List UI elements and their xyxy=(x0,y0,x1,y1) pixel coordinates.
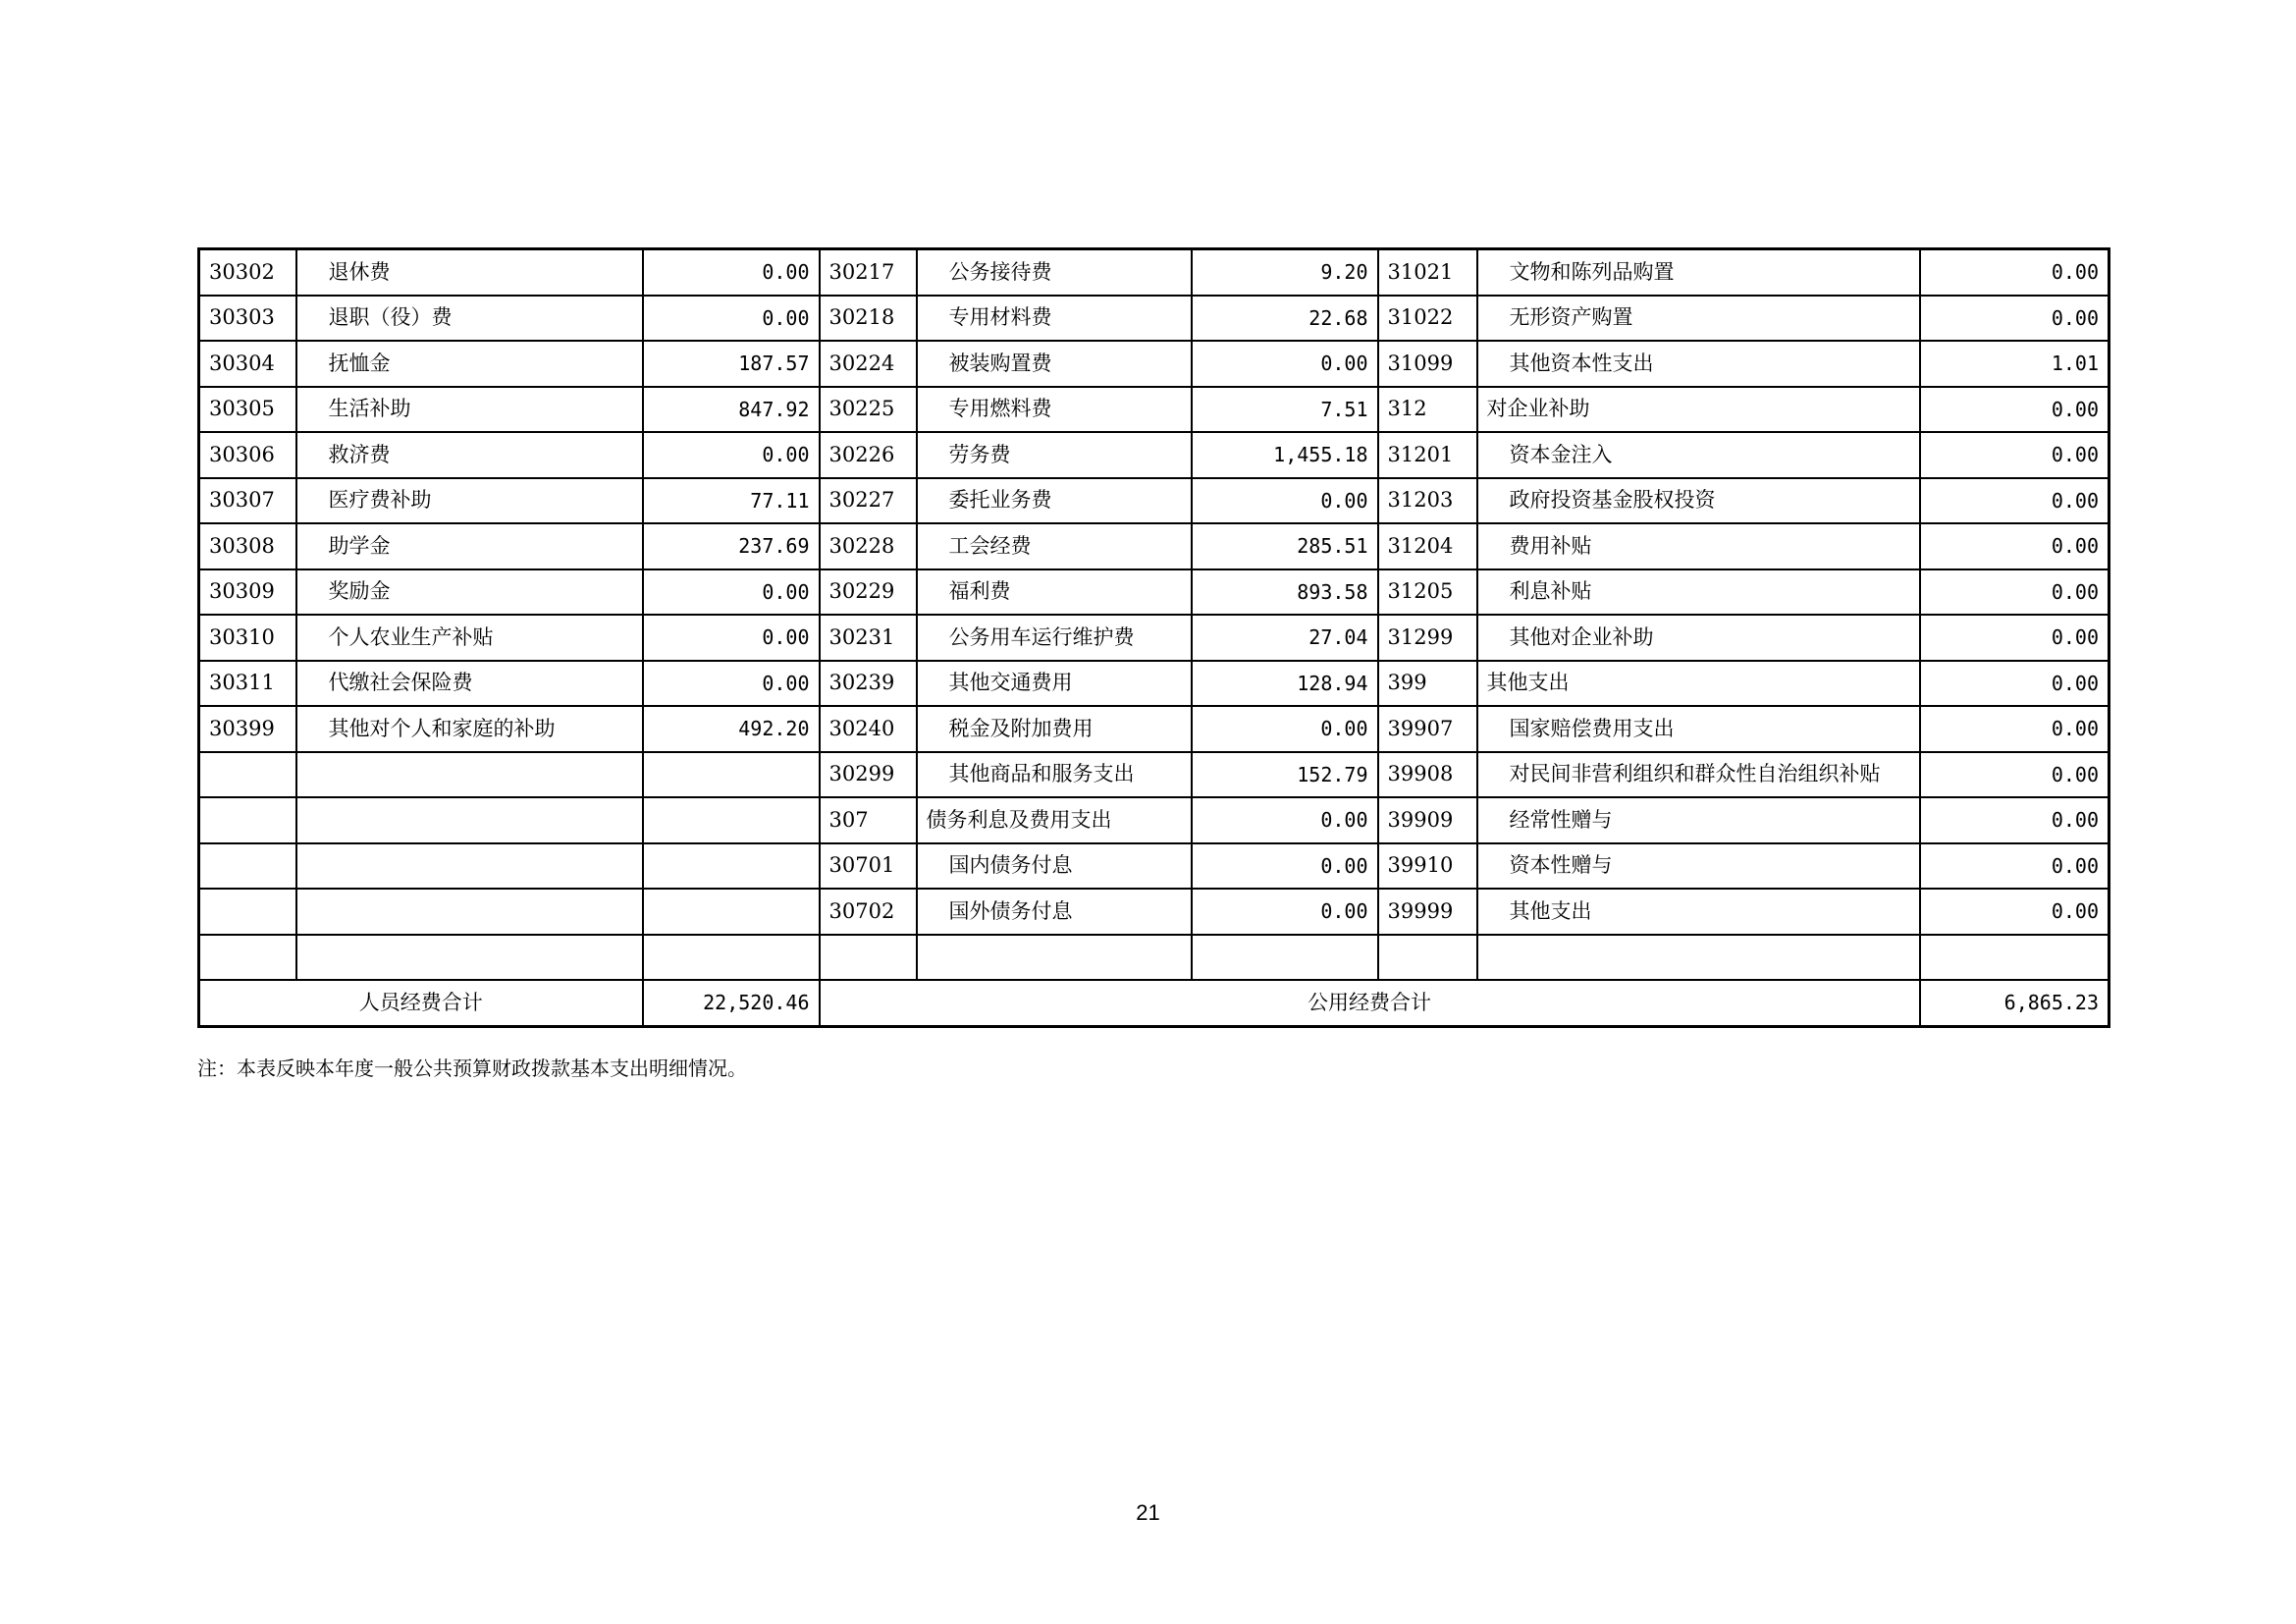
other-item: 对民间非营利组织和群众性自治组织补贴 xyxy=(1477,752,1920,798)
table-row xyxy=(199,752,2109,798)
other-item: 费用补贴 xyxy=(1477,523,1920,569)
personnel-amount: 0.00 xyxy=(643,615,820,661)
public-item: 税金及附加费用 xyxy=(917,706,1192,752)
public-code: 30217 xyxy=(820,249,917,296)
personnel-item: 奖励金 xyxy=(296,569,643,616)
public-amount: 128.94 xyxy=(1192,661,1378,707)
other-amount: 0.00 xyxy=(1920,478,2109,524)
public-code: 30701 xyxy=(820,843,917,890)
other-amount: 0.00 xyxy=(1920,843,2109,890)
public-amount xyxy=(1192,935,1378,981)
other-item: 其他资本性支出 xyxy=(1477,341,1920,387)
public-total-label: 公用经费合计 xyxy=(820,980,1920,1026)
public-amount: 893.58 xyxy=(1192,569,1378,616)
public-code: 30224 xyxy=(820,341,917,387)
personnel-item: 救济费 xyxy=(296,432,643,478)
table-row xyxy=(199,661,2109,707)
public-item: 其他交通费用 xyxy=(917,661,1192,707)
other-code: 39907 xyxy=(1378,706,1477,752)
personnel-item: 抚恤金 xyxy=(296,341,643,387)
public-amount: 152.79 xyxy=(1192,752,1378,798)
other-code: 39910 xyxy=(1378,843,1477,890)
other-amount: 0.00 xyxy=(1920,569,2109,616)
personnel-item xyxy=(296,843,643,890)
personnel-item xyxy=(296,889,643,935)
public-item: 公务接待费 xyxy=(917,249,1192,296)
public-item: 国内债务付息 xyxy=(917,843,1192,890)
table-row xyxy=(199,935,2109,981)
public-item: 国外债务付息 xyxy=(917,889,1192,935)
other-amount: 0.00 xyxy=(1920,752,2109,798)
other-code: 31299 xyxy=(1378,615,1477,661)
other-amount: 0.00 xyxy=(1920,432,2109,478)
personnel-amount: 0.00 xyxy=(643,661,820,707)
personnel-code xyxy=(199,889,296,935)
personnel-code: 30310 xyxy=(199,615,296,661)
personnel-amount xyxy=(643,889,820,935)
totals-row xyxy=(199,980,2109,1026)
personnel-amount xyxy=(643,752,820,798)
personnel-code xyxy=(199,843,296,890)
table-note: 注：本表反映本年度一般公共预算财政拨款基本支出明细情况。 xyxy=(197,1056,747,1080)
personnel-item xyxy=(296,752,643,798)
personnel-code xyxy=(199,935,296,981)
personnel-code xyxy=(199,797,296,843)
public-total-value: 6,865.23 xyxy=(1920,980,2109,1026)
other-amount: 0.00 xyxy=(1920,387,2109,433)
other-code: 39999 xyxy=(1378,889,1477,935)
other-amount: 0.00 xyxy=(1920,889,2109,935)
public-code: 30231 xyxy=(820,615,917,661)
other-amount: 0.00 xyxy=(1920,249,2109,296)
table-row xyxy=(199,387,2109,433)
public-code: 30229 xyxy=(820,569,917,616)
personnel-item: 其他对个人和家庭的补助 xyxy=(296,706,643,752)
personnel-total-label: 人员经费合计 xyxy=(199,980,643,1026)
personnel-code: 30303 xyxy=(199,296,296,342)
other-item: 其他对企业补助 xyxy=(1477,615,1920,661)
other-code: 39908 xyxy=(1378,752,1477,798)
personnel-amount: 77.11 xyxy=(643,478,820,524)
other-item: 政府投资基金股权投资 xyxy=(1477,478,1920,524)
public-amount: 0.00 xyxy=(1192,889,1378,935)
public-code: 30240 xyxy=(820,706,917,752)
table-row xyxy=(199,569,2109,616)
other-item: 其他支出 xyxy=(1477,661,1920,707)
personnel-item xyxy=(296,797,643,843)
table-row xyxy=(199,296,2109,342)
other-code: 31201 xyxy=(1378,432,1477,478)
other-code: 312 xyxy=(1378,387,1477,433)
public-amount: 0.00 xyxy=(1192,478,1378,524)
page-number: 21 xyxy=(1136,1500,1160,1525)
public-amount: 9.20 xyxy=(1192,249,1378,296)
table-row xyxy=(199,341,2109,387)
public-code xyxy=(820,935,917,981)
other-code: 31205 xyxy=(1378,569,1477,616)
public-item: 被装购置费 xyxy=(917,341,1192,387)
other-code: 399 xyxy=(1378,661,1477,707)
table-row xyxy=(199,706,2109,752)
other-code: 31022 xyxy=(1378,296,1477,342)
public-amount: 7.51 xyxy=(1192,387,1378,433)
personnel-code: 30305 xyxy=(199,387,296,433)
personnel-code: 30304 xyxy=(199,341,296,387)
other-amount: 0.00 xyxy=(1920,296,2109,342)
table-body xyxy=(199,249,2109,981)
personnel-code: 30399 xyxy=(199,706,296,752)
personnel-code: 30302 xyxy=(199,249,296,296)
public-amount: 0.00 xyxy=(1192,706,1378,752)
other-item: 资本性赠与 xyxy=(1477,843,1920,890)
personnel-amount: 187.57 xyxy=(643,341,820,387)
table-row xyxy=(199,615,2109,661)
other-code: 31203 xyxy=(1378,478,1477,524)
public-item xyxy=(917,935,1192,981)
public-item: 专用材料费 xyxy=(917,296,1192,342)
personnel-amount xyxy=(643,935,820,981)
personnel-item: 退职（役）费 xyxy=(296,296,643,342)
public-code: 30228 xyxy=(820,523,917,569)
other-item: 经常性赠与 xyxy=(1477,797,1920,843)
other-item: 利息补贴 xyxy=(1477,569,1920,616)
other-amount: 0.00 xyxy=(1920,797,2109,843)
personnel-item: 个人农业生产补贴 xyxy=(296,615,643,661)
expenditure-table xyxy=(197,247,2110,1028)
personnel-amount xyxy=(643,797,820,843)
public-item: 其他商品和服务支出 xyxy=(917,752,1192,798)
public-code: 30218 xyxy=(820,296,917,342)
other-item: 资本金注入 xyxy=(1477,432,1920,478)
public-amount: 0.00 xyxy=(1192,843,1378,890)
public-amount: 1,455.18 xyxy=(1192,432,1378,478)
table-row xyxy=(199,523,2109,569)
personnel-code: 30307 xyxy=(199,478,296,524)
personnel-code xyxy=(199,752,296,798)
other-item: 文物和陈列品购置 xyxy=(1477,249,1920,296)
personnel-code: 30311 xyxy=(199,661,296,707)
public-amount: 22.68 xyxy=(1192,296,1378,342)
public-item: 债务利息及费用支出 xyxy=(917,797,1192,843)
personnel-amount: 492.20 xyxy=(643,706,820,752)
other-amount: 1.01 xyxy=(1920,341,2109,387)
public-code: 30227 xyxy=(820,478,917,524)
other-code: 31099 xyxy=(1378,341,1477,387)
public-code: 30225 xyxy=(820,387,917,433)
public-item: 工会经费 xyxy=(917,523,1192,569)
public-code: 30299 xyxy=(820,752,917,798)
public-item: 公务用车运行维护费 xyxy=(917,615,1192,661)
personnel-amount xyxy=(643,843,820,890)
personnel-amount: 0.00 xyxy=(643,569,820,616)
other-code: 31021 xyxy=(1378,249,1477,296)
other-code xyxy=(1378,935,1477,981)
other-code: 39909 xyxy=(1378,797,1477,843)
other-item: 无形资产购置 xyxy=(1477,296,1920,342)
personnel-amount: 237.69 xyxy=(643,523,820,569)
table-row xyxy=(199,889,2109,935)
other-item xyxy=(1477,935,1920,981)
personnel-item: 助学金 xyxy=(296,523,643,569)
public-code: 307 xyxy=(820,797,917,843)
personnel-total-value: 22,520.46 xyxy=(643,980,820,1026)
table-row xyxy=(199,478,2109,524)
public-item: 专用燃料费 xyxy=(917,387,1192,433)
personnel-item: 代缴社会保险费 xyxy=(296,661,643,707)
table-row xyxy=(199,432,2109,478)
personnel-code: 30309 xyxy=(199,569,296,616)
personnel-item: 医疗费补助 xyxy=(296,478,643,524)
public-code: 30702 xyxy=(820,889,917,935)
public-amount: 27.04 xyxy=(1192,615,1378,661)
personnel-item: 生活补助 xyxy=(296,387,643,433)
other-code: 31204 xyxy=(1378,523,1477,569)
other-item: 其他支出 xyxy=(1477,889,1920,935)
public-code: 30239 xyxy=(820,661,917,707)
other-amount: 0.00 xyxy=(1920,661,2109,707)
table-row xyxy=(199,249,2109,296)
personnel-amount: 0.00 xyxy=(643,249,820,296)
personnel-item xyxy=(296,935,643,981)
personnel-amount: 847.92 xyxy=(643,387,820,433)
other-amount: 0.00 xyxy=(1920,523,2109,569)
public-item: 劳务费 xyxy=(917,432,1192,478)
public-amount: 0.00 xyxy=(1192,797,1378,843)
other-amount xyxy=(1920,935,2109,981)
other-item: 对企业补助 xyxy=(1477,387,1920,433)
public-item: 福利费 xyxy=(917,569,1192,616)
personnel-code: 30308 xyxy=(199,523,296,569)
public-amount: 285.51 xyxy=(1192,523,1378,569)
public-code: 30226 xyxy=(820,432,917,478)
personnel-amount: 0.00 xyxy=(643,296,820,342)
personnel-item: 退休费 xyxy=(296,249,643,296)
public-amount: 0.00 xyxy=(1192,341,1378,387)
table-row xyxy=(199,843,2109,890)
table-row xyxy=(199,797,2109,843)
personnel-amount: 0.00 xyxy=(643,432,820,478)
other-amount: 0.00 xyxy=(1920,615,2109,661)
personnel-code: 30306 xyxy=(199,432,296,478)
other-amount: 0.00 xyxy=(1920,706,2109,752)
other-item: 国家赔偿费用支出 xyxy=(1477,706,1920,752)
public-item: 委托业务费 xyxy=(917,478,1192,524)
